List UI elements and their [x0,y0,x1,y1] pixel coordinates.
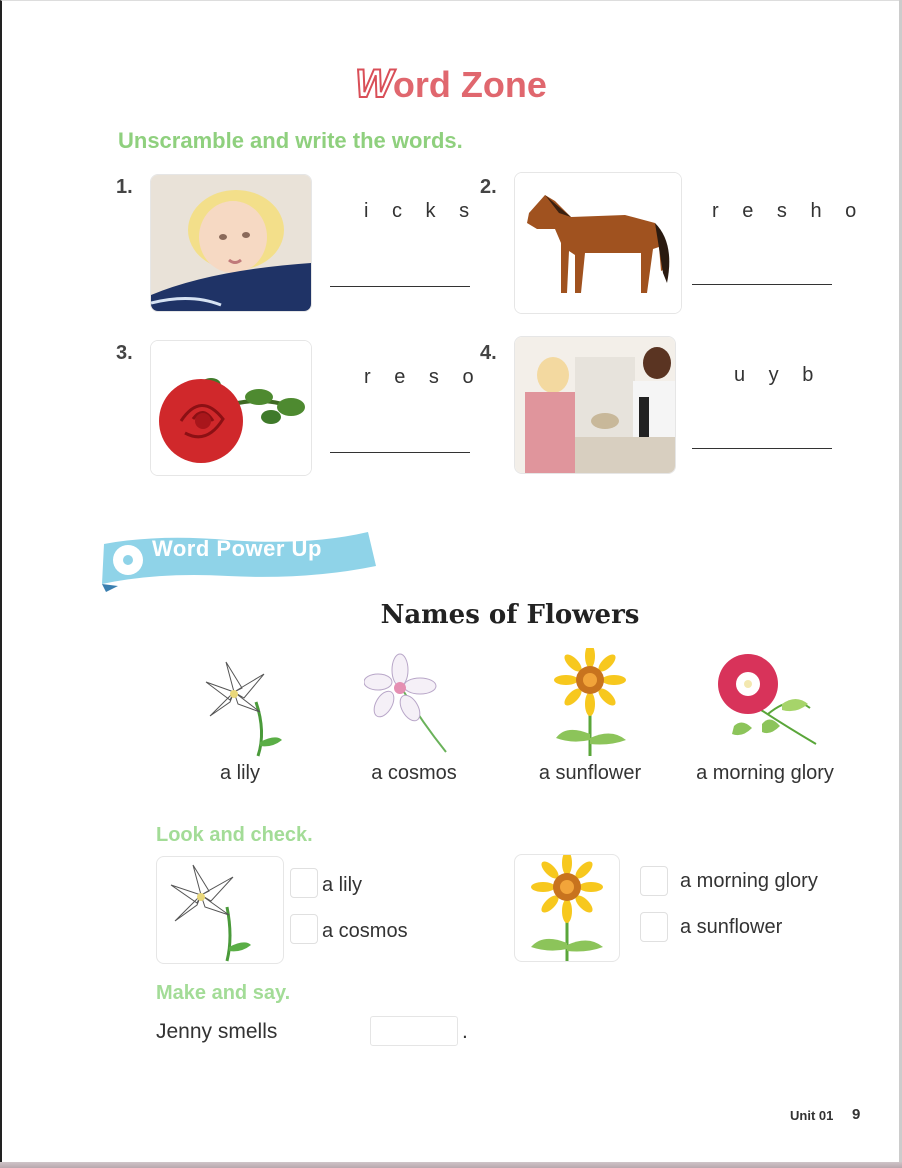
check-picture-lily [156,856,284,964]
item-2-answer-line[interactable] [692,284,832,285]
flowers-title: Names of Flowers [380,600,640,630]
look-check-instruction: Look and check. [156,824,313,846]
morning-glory-icon [712,654,822,750]
item-3-scrambled: r e s o [364,366,483,388]
caption-sunflower: a sunflower [538,762,642,784]
option-cosmos: a cosmos [322,920,408,942]
option-morning-glory: a morning glory [680,870,818,892]
cosmos-icon [364,652,454,762]
rose-photo [150,340,312,476]
buying-flowers-photo [514,336,676,474]
sunflower-icon [546,648,636,758]
checkbox-sunflower[interactable] [640,912,668,942]
option-sunflower: a sunflower [680,916,783,938]
item-3-answer-line[interactable] [330,452,470,453]
page-number: 9 [852,1106,861,1123]
horse-photo [514,172,682,314]
item-2-scrambled: r e s h o [712,200,866,222]
item-4-number: 4. [480,342,497,364]
check-picture-sunflower [514,854,620,962]
banner-label: Word Power Up [152,536,322,561]
unit-label: Unit 01 [790,1108,834,1123]
lily-icon [196,652,286,762]
sentence-end: . [462,1020,468,1043]
sentence-start: Jenny smells [156,1020,278,1043]
caption-cosmos: a cosmos [371,762,457,784]
caption-morning-glory: a morning glory [696,762,834,784]
item-1-scrambled: i c k s [364,200,479,222]
checkbox-cosmos[interactable] [290,914,318,944]
item-1-number: 1. [116,176,133,198]
checkbox-lily[interactable] [290,868,318,898]
item-2-number: 2. [480,176,497,198]
page-bottom-edge [0,1162,902,1168]
sick-baby-photo [150,174,312,312]
sentence-blank[interactable] [370,1016,458,1046]
item-4-answer-line[interactable] [692,448,832,449]
option-lily: a lily [322,874,363,896]
page-title: Word Zone [355,62,547,106]
item-1-answer-line[interactable] [330,286,470,287]
item-4-scrambled: u y b [734,364,823,386]
item-3-number: 3. [116,342,133,364]
checkbox-morning-glory[interactable] [640,866,668,896]
unscramble-instruction: Unscramble and write the words. [118,128,463,153]
caption-lily: a lily [219,762,260,784]
make-say-instruction: Make and say. [156,982,291,1004]
